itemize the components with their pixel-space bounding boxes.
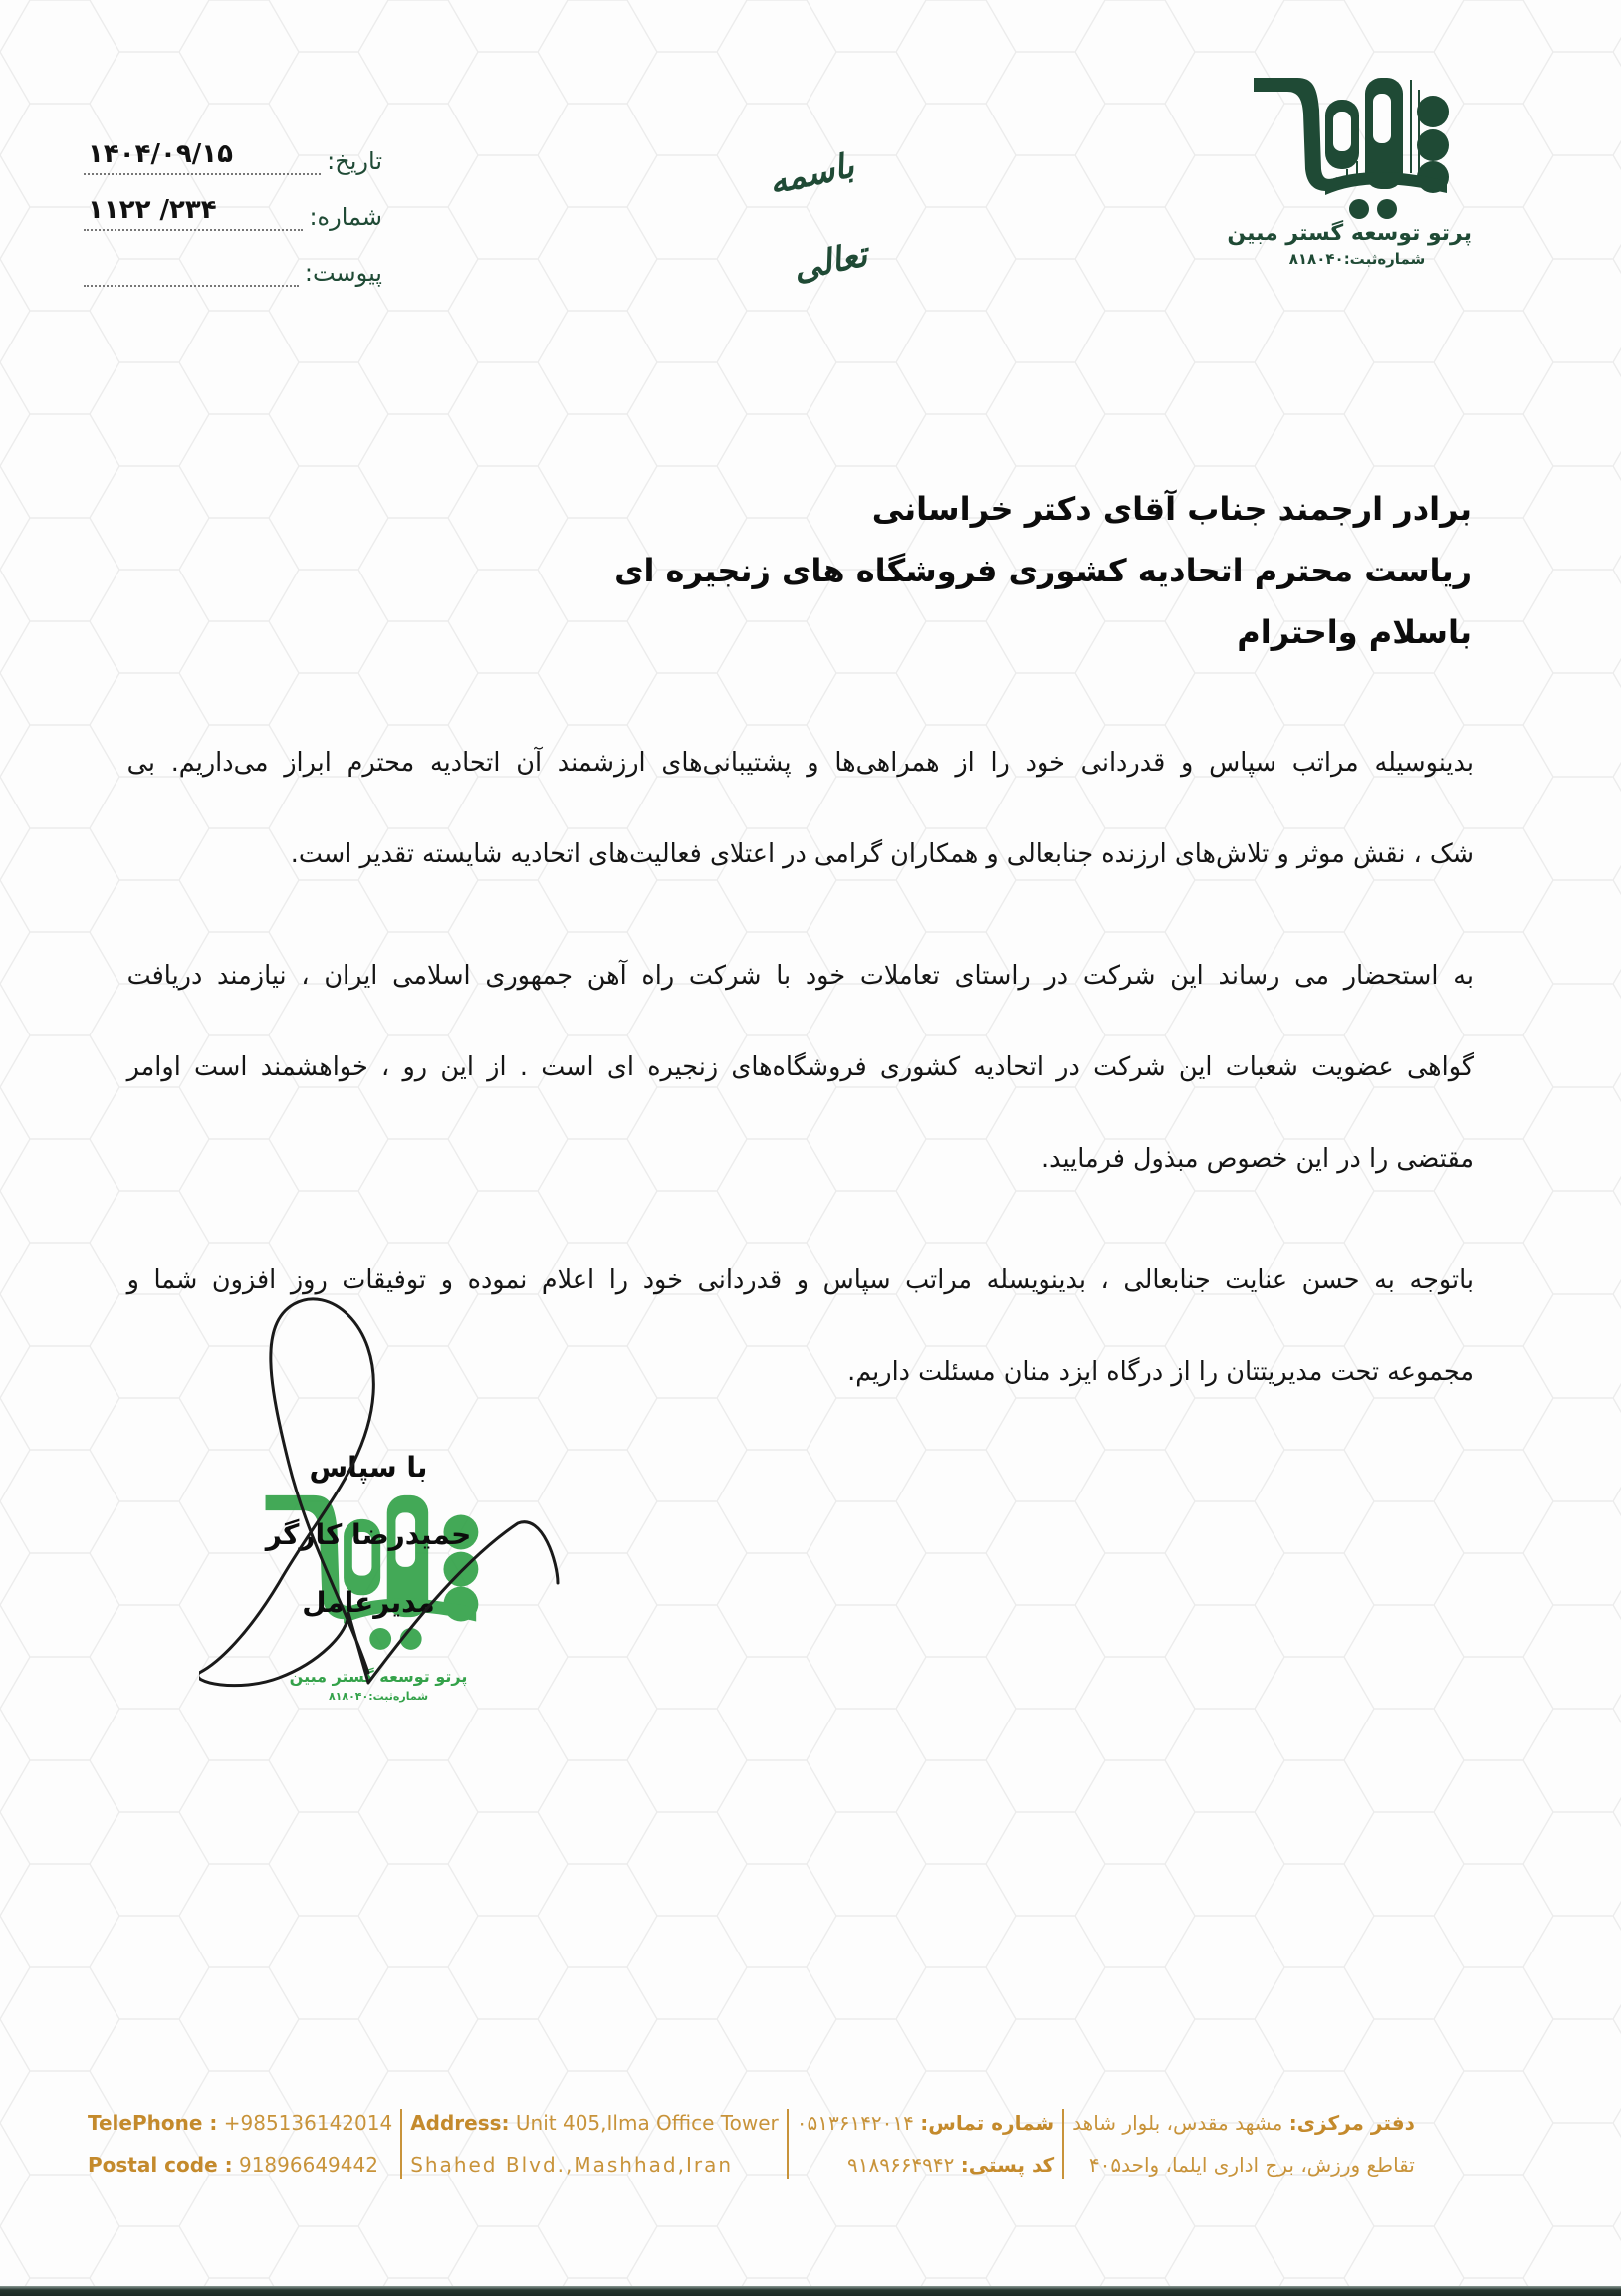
letter-header-fields [84,119,382,287]
addressee-block [476,478,1472,663]
addressee-title: ریاست محترم اتحادیه کشوری فروشگاه های زنجیره ای [614,552,1472,589]
paragraph [100,930,1474,1205]
handwritten-signature [199,1284,597,1713]
postal-fa-value: ۹۱۸۹۶۶۴۹۴۲ [846,2153,955,2177]
scan-edge [0,2286,1621,2296]
invocation-text: باسمه تعالی [765,145,871,290]
number-label: شماره: [309,203,382,231]
date-label: تاریخ: [327,147,382,175]
stamp-registration-number: شماره‌ثبت:۸۱۸۰۴۰ [328,1690,429,1703]
body-line: بدینوسیله مراتب سپاس و قدردانی خود را از همراهی‌ها و پشتیبانی‌های ارزشمند آن اتحادیه محترم ابراز می‌داریم. بی [126,748,1474,778]
footer-contact-en [80,2109,400,2179]
date-line [84,139,321,175]
postal-fa-label: کد پستی: [960,2153,1055,2177]
logo-company-name: پرتو توسعه گستر مبین [1227,221,1472,246]
footer-office-fa [1064,2109,1423,2179]
address-label: Address: [410,2111,510,2135]
phone-fa-value: ۰۵۱۳۶۱۴۲۰۱۴ [796,2111,914,2135]
company-logo [1227,70,1472,268]
logo-registration-number: شماره‌ثبت:۸۱۸۰۴۰ [1288,250,1426,268]
signatory-name: حمیدرضا کارگر [265,1518,472,1551]
invocation-calligraphy [737,129,886,290]
telephone-value: +985136142014 [223,2111,393,2135]
letterhead-footer [80,2109,1553,2179]
telephone-label: TelePhone : [88,2111,218,2135]
signatory-title: مدیرعامل [302,1586,435,1619]
number-field [84,175,382,231]
office-label: دفتر مرکزی: [1288,2111,1415,2135]
attachment-line [84,251,299,287]
office-line-1: مشهد مقدس، بلوار شاهد [1072,2111,1283,2135]
attachment-label: پیوست: [304,259,382,287]
date-value: ۱۴۰۴/۰۹/۱۵ [88,139,233,169]
postal-code-value: 91896649442 [238,2153,378,2177]
paragraph [100,717,1474,900]
address-line-1: Unit 405,Ilma Office Tower [515,2111,779,2135]
date-field [84,119,382,175]
office-line-2: تقاطع ورزش، برج اداری ایلما، واحد۴۰۵ [1088,2153,1415,2177]
address-line-2: Shahed Blvd.,Mashhad,Iran [410,2153,734,2177]
signature-block [199,1284,597,1713]
body-line: باتوجه به حسن عنایت جنابعالی ، بدینویسله مراتب سپاس و قدردانی خود را اعلام نموده و توفیقات روز افزون شما و [126,1265,1474,1295]
salutation: باسلام واحترام [1237,613,1472,651]
stamp-company-name: پرتو توسعه گستر مبین [289,1667,468,1686]
closing-text: با سپاس [309,1451,428,1484]
body-line: شک ، نقش موثر و تلاش‌های ارزنده جنابعالی و همکاران گرامی در اعتلای فعالیت‌های اتحادیه شایسته تقدیر است. [290,839,1474,869]
footer-address-en [402,2109,787,2179]
body-line: گواهی عضویت شعبات این شرکت در اتحادیه کشوری فروشگاه‌های زنجیره ای است . از این رو ، خواهشمند است اوامر [126,1052,1474,1082]
footer-contact-fa [789,2109,1062,2179]
body-line: به استحضار می رساند این شرکت در راستای تعاملات خود با شرکت راه آهن جمهوری اسلامی ایران ، نیازمند دریافت [126,961,1474,991]
phone-fa-label: شماره تماس: [920,2111,1055,2135]
postal-code-label: Postal code : [88,2153,233,2177]
parto-logo-icon [1248,70,1467,219]
addressee-name: برادر ارجمند جناب آقای دکتر خراسانی [871,490,1472,528]
attachment-field [84,231,382,287]
body-line: مجموعه تحت مدیریتتان را از درگاه ایزد منان مسئلت داریم. [847,1357,1474,1387]
body-line: مقتضی را در این خصوص مبذول فرمایید. [1041,1144,1474,1174]
number-line [84,195,303,231]
number-value: ۱۱۲۲ /۲۳۴ [88,195,217,225]
